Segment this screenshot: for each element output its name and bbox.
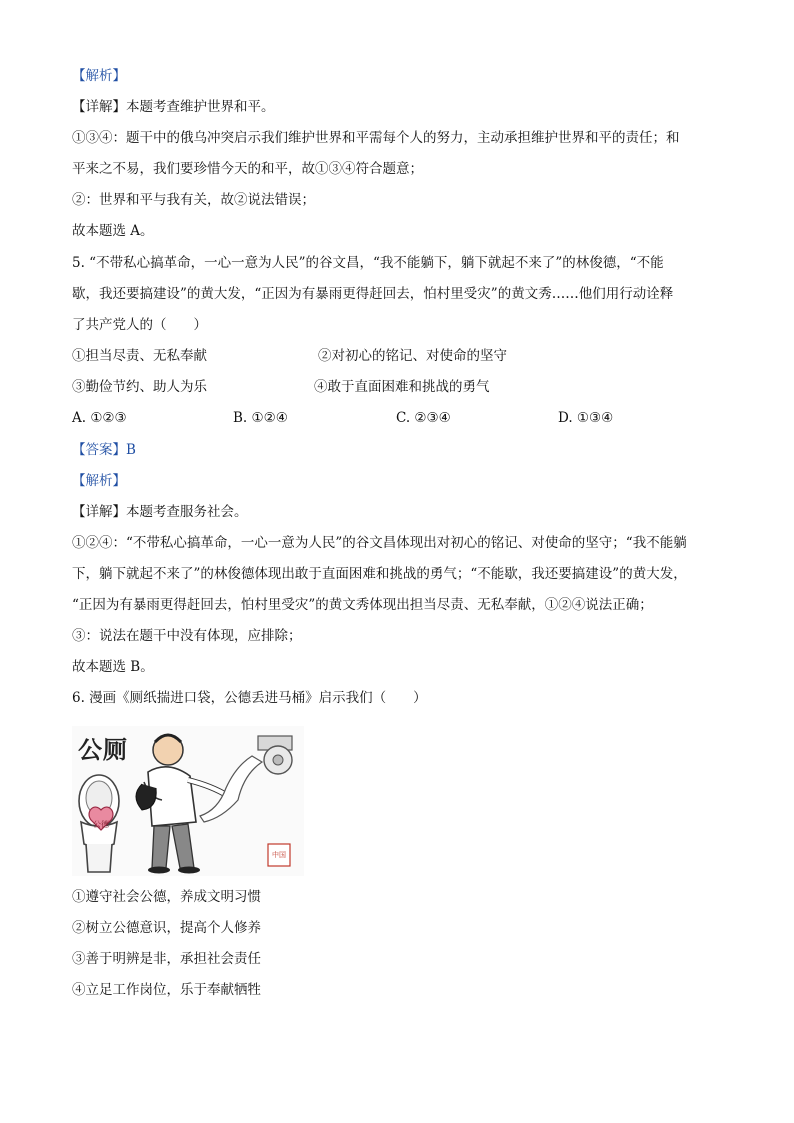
q6-statement-3: ③善于明辨是非，承担社会责任: [72, 951, 261, 967]
q5-statement-4: ④敢于直面困难和挑战的勇气: [314, 379, 490, 395]
analysis-text-line: 下，躺下就起不来了”的林俊德体现出敢于直面困难和挑战的勇气；“不能歇，我还要搞建设”的黄大发，: [72, 566, 687, 582]
q6-stem: 6. 漫画《厕纸揣进口袋，公德丢进马桶》启示我们（ ）: [72, 690, 427, 706]
analysis-heading: 【解析】: [72, 473, 126, 489]
cartoon-sign-text: 公厕: [78, 736, 128, 764]
q6-statement-4: ④立足工作岗位，乐于奉献牺牲: [72, 982, 261, 998]
q5-statement-1: ①担当尽责、无私奉献: [72, 348, 207, 364]
q5-stem-line: 歇，我还要搞建设”的黄大发，“正因为有暴雨更得赶回去，怕村里受灾”的黄文秀……他们用行动诠释: [72, 286, 674, 302]
analysis-text-line: ①②④：“不带私心搞革命，一心一意为人民”的谷文昌体现出对初心的铭记、对使命的坚守；“我不能躺: [72, 535, 687, 551]
analysis-text-line: ①③④：题干中的俄乌冲突启示我们维护世界和平需每个人的努力，主动承担维护世界和平的责任；和: [72, 130, 680, 146]
seal-text: 中国: [272, 851, 286, 859]
analysis-text-line: ②：世界和平与我有关，故②说法错误；: [72, 192, 315, 208]
conclusion-line: 故本题选 A。: [72, 223, 154, 239]
analysis-text-line: “正因为有暴雨更得赶回去，怕村里受灾”的黄文秀体现出担当尽责、无私奉献，①②④说法正确；: [72, 597, 653, 613]
q5-choice-b: B. ①②④: [233, 410, 288, 426]
cartoon-illustration: [72, 726, 304, 876]
q6-statement-1: ①遵守社会公德，养成文明习惯: [72, 889, 261, 905]
q5-statement-3: ③勤俭节约、助人为乐: [72, 379, 207, 395]
q5-stem-line: 5. “不带私心搞革命，一心一意为人民”的谷文昌，“我不能躺下，躺下就起不来了”的林俊德，“不能: [72, 255, 664, 271]
analysis-text-line: 平来之不易，我们要珍惜今天的和平，故①③④符合题意；: [72, 161, 423, 177]
detail-line: 【详解】本题考查维护世界和平。: [72, 99, 275, 115]
q5-choice-c: C. ②③④: [396, 410, 451, 426]
analysis-heading: 【解析】: [72, 68, 126, 84]
answer-label: 【答案】B: [72, 442, 136, 458]
heart-label: 公德: [93, 820, 109, 829]
analysis-text-line: ③：说法在题干中没有体现，应排除；: [72, 628, 302, 644]
q5-stem-line: 了共产党人的（ ）: [72, 317, 207, 333]
q5-statement-2: ②对初心的铭记、对使命的坚守: [318, 348, 507, 364]
q6-statement-2: ②树立公德意识，提高个人修养: [72, 920, 261, 936]
detail-line: 【详解】本题考查服务社会。: [72, 504, 248, 520]
conclusion-line: 故本题选 B。: [72, 659, 154, 675]
q5-choice-a: A. ①②③: [72, 410, 127, 426]
q5-choice-d: D. ①③④: [558, 410, 614, 426]
